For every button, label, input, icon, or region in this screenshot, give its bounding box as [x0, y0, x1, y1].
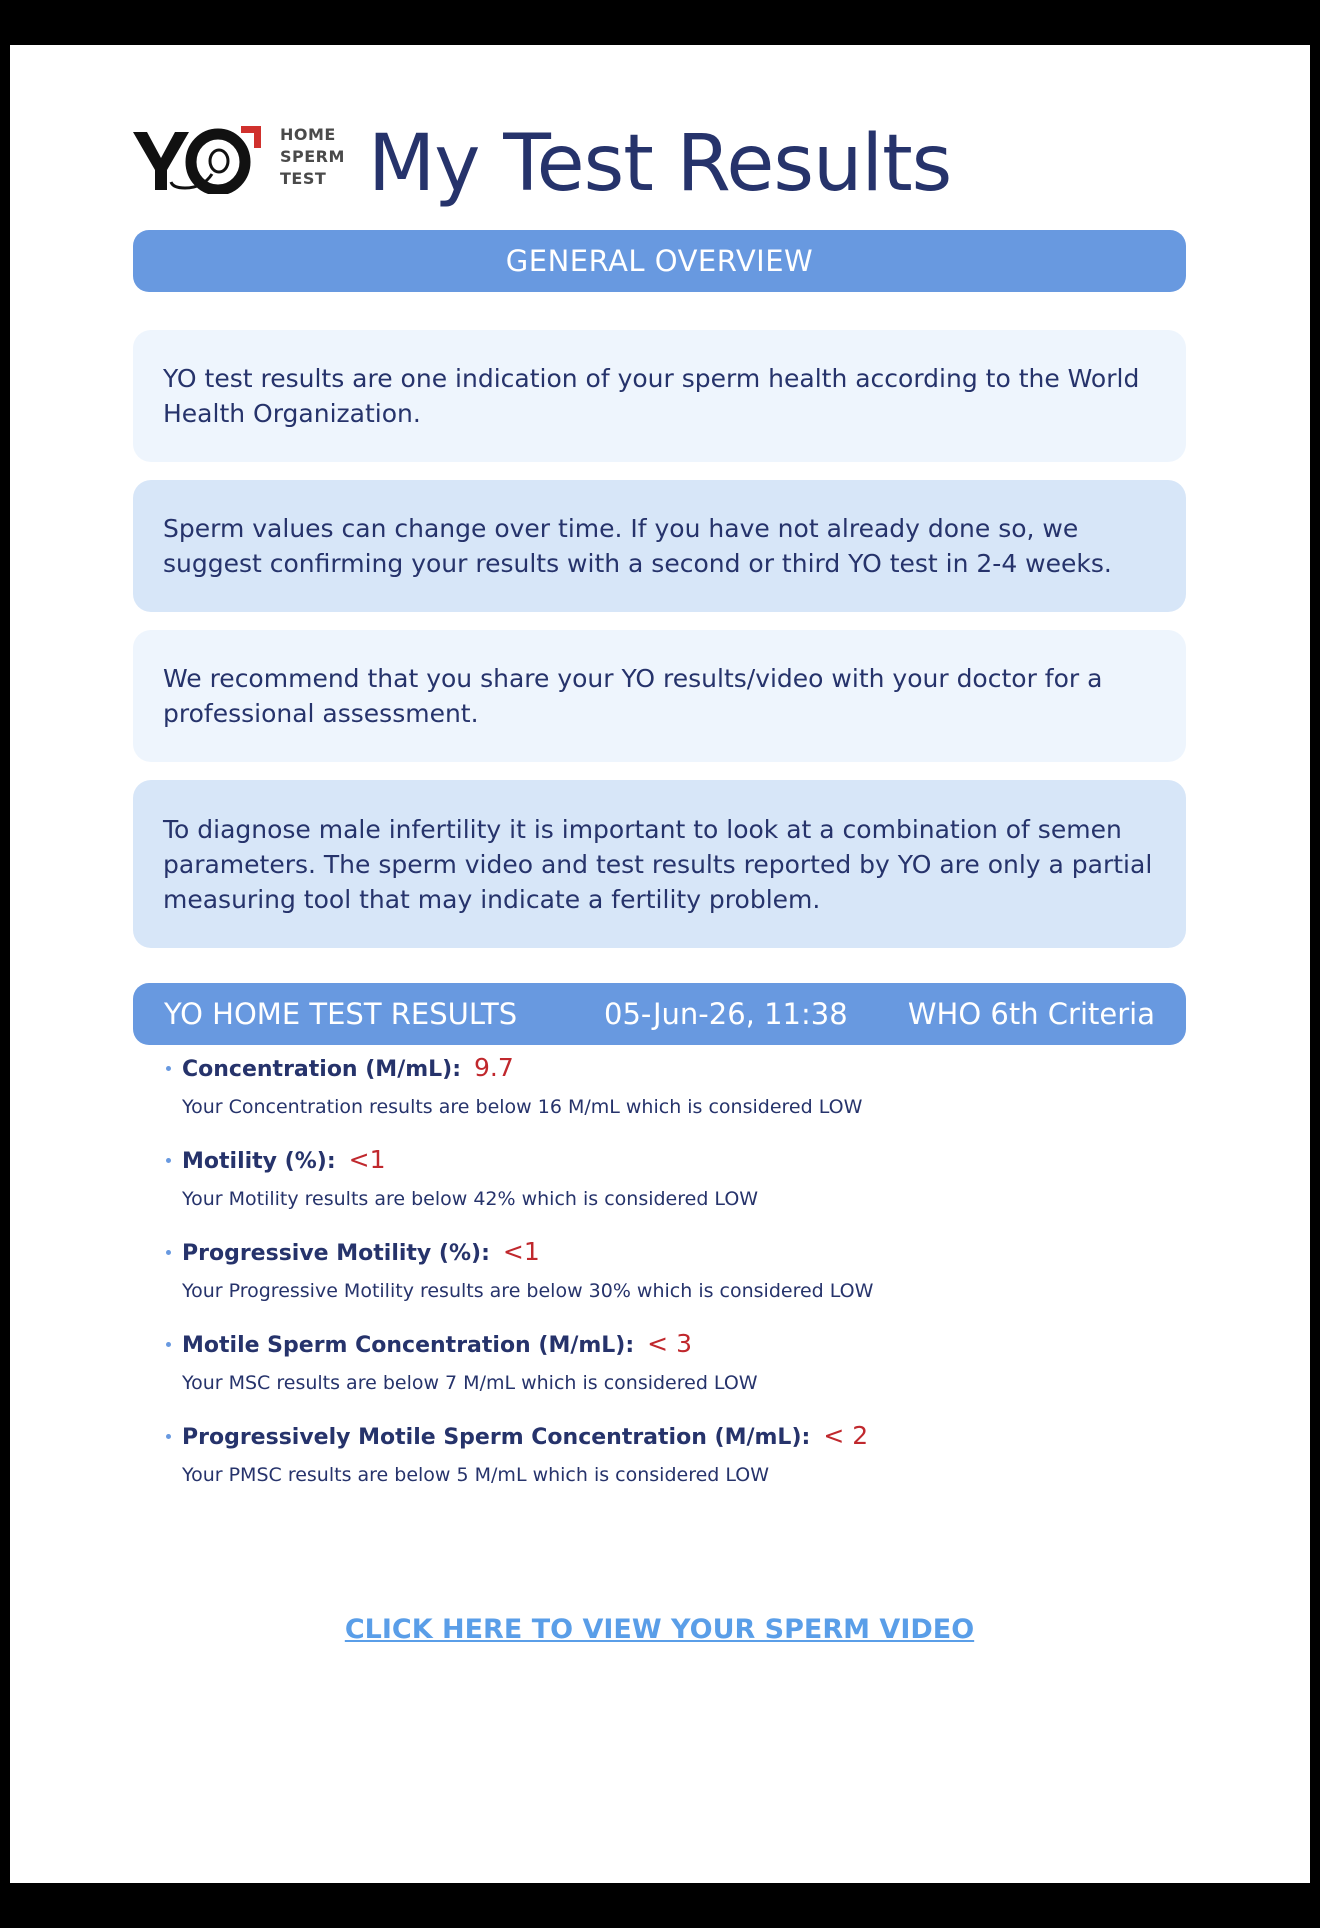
overview-card	[133, 780, 1186, 948]
result-value: <1	[348, 1145, 386, 1174]
result-note: Your MSC results are below 7 M/mL which is considered LOW	[182, 1372, 758, 1394]
overview-card-text: YO test results are one indication of your sperm health according to the World Health Organization.	[163, 364, 1140, 428]
result-label: Progressively Motile Sperm Concentration (M/mL):	[182, 1425, 811, 1450]
results-heading-bar	[133, 983, 1186, 1045]
result-label: Progressive Motility (%):	[182, 1241, 490, 1266]
overview-card	[133, 330, 1186, 462]
results-criteria: WHO 6th Criteria	[907, 997, 1155, 1031]
logo-subtitle-line: HOME	[280, 125, 336, 144]
overview-card	[133, 480, 1186, 612]
bullet-icon	[166, 1434, 171, 1439]
result-note: Your Motility results are below 42% which is considered LOW	[182, 1188, 759, 1210]
result-line	[182, 1234, 540, 1272]
result-value: <1	[502, 1237, 540, 1266]
page-title: My Test Results	[368, 119, 952, 209]
bullet-icon	[166, 1158, 171, 1163]
result-label: Concentration (M/mL):	[182, 1057, 462, 1082]
result-item-progressive-motility	[160, 1234, 1160, 1326]
logo-subtitle	[280, 124, 345, 190]
result-item-concentration	[160, 1050, 1160, 1142]
report-page	[10, 45, 1310, 1883]
bullet-icon	[166, 1066, 171, 1071]
result-value: < 2	[823, 1421, 869, 1450]
result-line	[182, 1326, 692, 1364]
result-note: Your Concentration results are below 16 M/mL which is considered LOW	[182, 1096, 863, 1118]
overview-card-text: To diagnose male infertility it is important to look at a combination of semen parameters. The sperm video and test results reported by YO are only a partial measuring tool that may indicate a fertility problem.	[163, 814, 1153, 914]
result-label: Motility (%):	[182, 1149, 336, 1174]
view-sperm-video-link[interactable]: CLICK HERE TO VIEW YOUR SPERM VIDEO	[344, 1614, 975, 1645]
result-line	[182, 1050, 514, 1088]
results-datetime: 05-Jun-26, 11:38	[604, 997, 848, 1031]
result-value: 9.7	[474, 1053, 514, 1082]
bullet-icon	[166, 1342, 171, 1347]
result-item-motility	[160, 1142, 1160, 1234]
result-note: Your PMSC results are below 5 M/mL which is considered LOW	[182, 1464, 770, 1486]
result-line	[182, 1142, 385, 1180]
logo-subtitle-line: SPERM	[280, 147, 345, 166]
overview-card-text: We recommend that you share your YO results/video with your doctor for a professional assessment.	[163, 664, 1103, 728]
yo-logo-mark-icon	[133, 122, 273, 194]
result-line	[182, 1418, 868, 1456]
result-value: < 3	[647, 1329, 692, 1358]
results-list	[160, 1050, 1160, 1510]
result-label: Motile Sperm Concentration (M/mL):	[182, 1333, 635, 1358]
result-item-pmsc	[160, 1418, 1160, 1510]
results-heading: YO HOME TEST RESULTS	[164, 997, 518, 1031]
result-note: Your Progressive Motility results are below 30% which is considered LOW	[182, 1280, 874, 1302]
result-item-msc	[160, 1326, 1160, 1418]
general-overview-heading: GENERAL OVERVIEW	[133, 230, 1186, 292]
logo-subtitle-line: TEST	[280, 169, 327, 188]
bullet-icon	[166, 1250, 171, 1255]
yo-logo	[133, 110, 353, 200]
report-header	[133, 110, 1186, 220]
overview-card	[133, 630, 1186, 762]
overview-card-text: Sperm values can change over time. If you have not already done so, we suggest confirming your results with a second or third YO test in 2-4 weeks.	[163, 514, 1112, 578]
